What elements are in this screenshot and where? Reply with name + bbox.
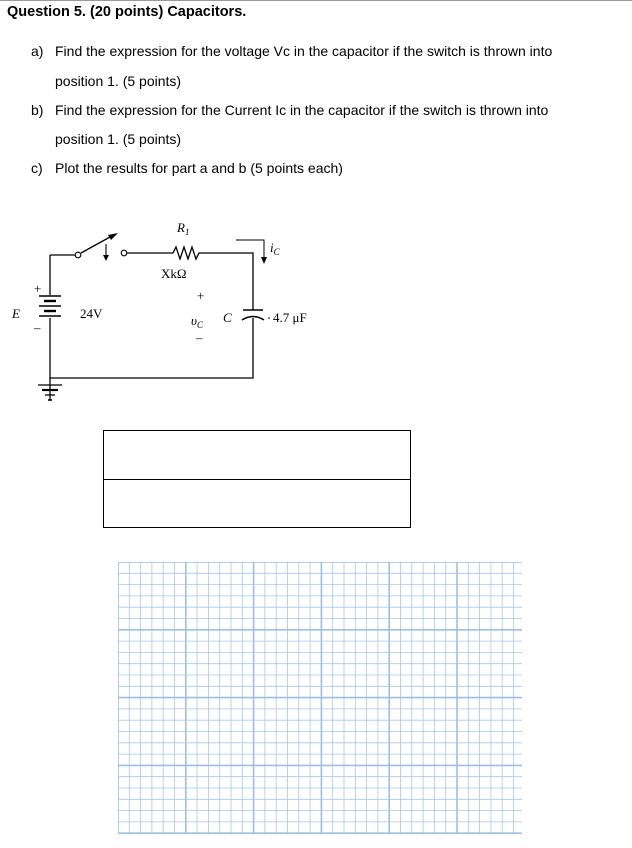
source-value: 24V — [80, 306, 103, 321]
source-plus: + — [34, 281, 42, 296]
wire-bottom-loop — [50, 318, 253, 378]
vc-minus: – — [196, 330, 203, 345]
question-title: Question 5. (20 points) Capacitors. — [7, 4, 247, 20]
resistor-value: XkΩ — [161, 266, 187, 281]
answer-box-a[interactable] — [103, 430, 411, 480]
question-b-label: b) — [31, 102, 44, 118]
question-a-label: a) — [31, 43, 44, 59]
question-b-line1 — [31, 102, 548, 118]
capacitor-value: 4.7 μF — [273, 310, 307, 325]
question-c-text: Plot the results for part a and b (5 points each) — [55, 160, 343, 176]
vc-label: $\upsilon_C$ — [191, 313, 203, 330]
question-b-text: Find the expression for the Current Ic in the capacitor if the switch is thrown into — [55, 102, 549, 118]
resistor-label: $R_1$ — [177, 220, 190, 237]
resistor-icon — [170, 247, 203, 259]
question-a-line1 — [31, 43, 552, 59]
source-minus: – — [34, 320, 41, 335]
graph-paper-grid[interactable] — [118, 562, 522, 834]
question-c-line1 — [31, 160, 343, 176]
wire-resistor-to-capacitor — [203, 253, 253, 310]
question-b-line2: position 1. (5 points) — [55, 131, 182, 147]
question-a-text: Find the expression for the voltage Vc in the capacitor if the switch is thrown into — [55, 43, 553, 59]
header-rule — [0, 0, 632, 1]
source-label: E — [12, 306, 20, 321]
rc-circuit-diagram — [0, 200, 360, 415]
vc-plus: + — [197, 288, 205, 303]
battery-icon — [39, 296, 61, 316]
current-arrow-icon — [236, 240, 267, 264]
capacitor-label: C — [223, 310, 232, 325]
question-a-line2: position 1. (5 points) — [55, 73, 182, 89]
answer-box-b[interactable] — [103, 479, 411, 528]
switch-icon — [75, 233, 127, 261]
grid-lines — [118, 562, 522, 834]
question-c-label: c) — [31, 160, 43, 176]
current-label: $i_C$ — [270, 240, 280, 257]
